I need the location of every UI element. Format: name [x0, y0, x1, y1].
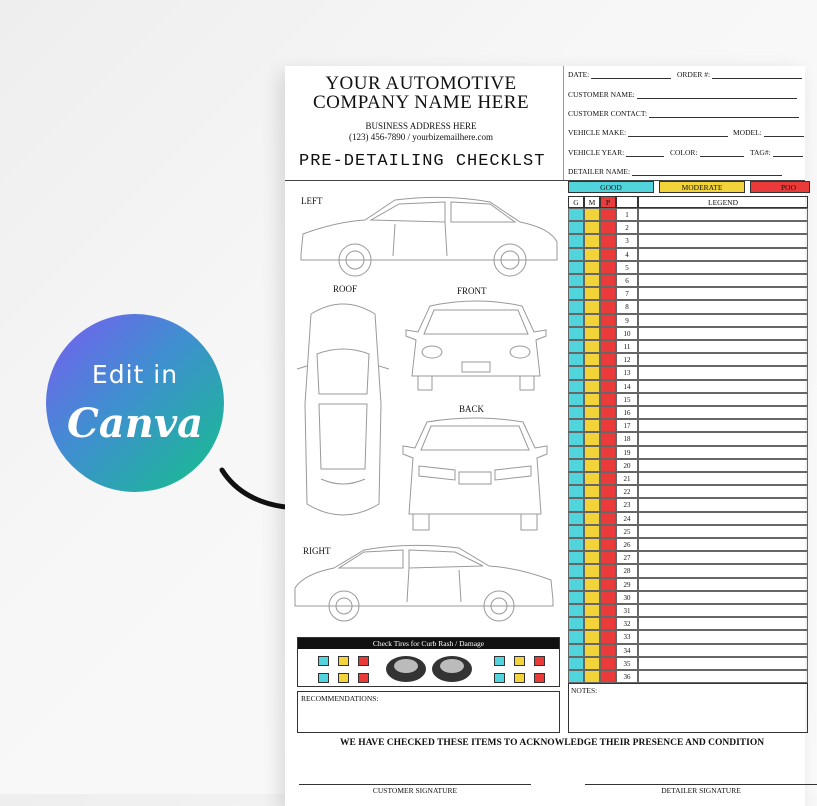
poor-check-cell[interactable]	[600, 538, 616, 551]
moderate-check-cell[interactable]	[584, 630, 600, 643]
col-num-header	[616, 196, 638, 208]
moderate-check-cell[interactable]	[584, 525, 600, 538]
tire-rl-poor-box[interactable]	[358, 673, 369, 683]
poor-check-cell[interactable]	[600, 512, 616, 525]
poor-check-cell[interactable]	[600, 274, 616, 287]
legend-entry-cell[interactable]	[638, 578, 808, 591]
row-number: 1	[616, 208, 638, 221]
poor-check-cell[interactable]	[600, 446, 616, 459]
vehicle-year-label: VEHICLE YEAR:	[568, 148, 625, 157]
good-check-cell[interactable]	[568, 538, 584, 551]
vehicle-make-field[interactable]	[568, 128, 728, 137]
table-row	[568, 208, 808, 221]
car-front-diagram	[400, 296, 552, 396]
table-row	[568, 578, 808, 591]
car-right-side-diagram	[291, 544, 561, 629]
row-number: 36	[616, 670, 638, 683]
legend-entry-cell[interactable]	[638, 314, 808, 327]
moderate-check-cell[interactable]	[584, 208, 600, 221]
legend-entry-cell[interactable]	[638, 393, 808, 406]
good-check-cell[interactable]	[568, 670, 584, 683]
checklist-sheet	[285, 66, 805, 806]
table-row	[568, 525, 808, 538]
row-number: 29	[616, 578, 638, 591]
good-check-cell[interactable]	[568, 498, 584, 511]
legend-entry-cell[interactable]	[638, 274, 808, 287]
row-number: 26	[616, 538, 638, 551]
row-number: 24	[616, 512, 638, 525]
moderate-check-cell[interactable]	[584, 406, 600, 419]
legend-good: GOOD	[568, 181, 654, 193]
tire-rr-good-box[interactable]	[494, 673, 505, 683]
good-check-cell[interactable]	[568, 604, 584, 617]
legend-entry-cell[interactable]	[638, 353, 808, 366]
legend-poor: POO	[750, 181, 810, 193]
legend-entry-cell[interactable]	[638, 657, 808, 670]
poor-check-cell[interactable]	[600, 208, 616, 221]
recommendations-box[interactable]	[297, 691, 560, 733]
table-row	[568, 274, 808, 287]
table-row	[568, 485, 808, 498]
table-row	[568, 234, 808, 247]
tag-label: TAG#:	[750, 148, 771, 157]
poor-check-cell[interactable]	[600, 617, 616, 630]
moderate-check-cell[interactable]	[584, 498, 600, 511]
legend-entry-cell[interactable]	[638, 248, 808, 261]
legend-entry-cell[interactable]	[638, 446, 808, 459]
good-check-cell[interactable]	[568, 578, 584, 591]
good-check-cell[interactable]	[568, 485, 584, 498]
moderate-check-cell[interactable]	[584, 591, 600, 604]
legend-entry-cell[interactable]	[638, 472, 808, 485]
moderate-check-cell[interactable]	[584, 234, 600, 247]
detailer-name-field[interactable]	[568, 167, 782, 176]
moderate-check-cell[interactable]	[584, 419, 600, 432]
table-row	[568, 300, 808, 313]
car-roof-diagram	[293, 294, 393, 528]
row-number: 15	[616, 393, 638, 406]
legend-entry-cell[interactable]	[638, 261, 808, 274]
good-check-cell[interactable]	[568, 314, 584, 327]
good-check-cell[interactable]	[568, 406, 584, 419]
row-number: 22	[616, 485, 638, 498]
col-p-header: P	[600, 196, 616, 208]
poor-check-cell[interactable]	[600, 551, 616, 564]
good-check-cell[interactable]	[568, 591, 584, 604]
row-number: 13	[616, 366, 638, 379]
acknowledgement-text: WE HAVE CHECKED THESE ITEMS TO ACKNOWLEDGE THEIR PRESENCE AND CONDITION	[340, 738, 765, 748]
row-number: 35	[616, 657, 638, 670]
tire-fl-moderate-box[interactable]	[338, 656, 349, 666]
col-m-header: M	[584, 196, 600, 208]
roof-view-label: ROOF	[333, 284, 358, 294]
poor-check-cell[interactable]	[600, 564, 616, 577]
row-number: 8	[616, 300, 638, 313]
legend-entry-cell[interactable]	[638, 525, 808, 538]
moderate-check-cell[interactable]	[584, 353, 600, 366]
row-number: 12	[616, 353, 638, 366]
poor-check-cell[interactable]	[600, 419, 616, 432]
legend-entry-cell[interactable]	[638, 340, 808, 353]
table-row	[568, 248, 808, 261]
row-number: 7	[616, 287, 638, 300]
row-number: 19	[616, 446, 638, 459]
poor-check-cell[interactable]	[600, 314, 616, 327]
order-label: ORDER #:	[677, 70, 711, 79]
good-check-cell[interactable]	[568, 525, 584, 538]
moderate-check-cell[interactable]	[584, 327, 600, 340]
table-row	[568, 419, 808, 432]
poor-check-cell[interactable]	[600, 353, 616, 366]
row-number: 25	[616, 525, 638, 538]
poor-check-cell[interactable]	[600, 406, 616, 419]
legend-entry-cell[interactable]	[638, 380, 808, 393]
badge-line1: Edit in	[91, 360, 179, 389]
table-row	[568, 327, 808, 340]
table-row	[568, 564, 808, 577]
business-contact: (123) 456-7890 / yourbizemailhere.com	[349, 132, 493, 142]
good-check-cell[interactable]	[568, 419, 584, 432]
recommendations-label: RECOMMENDATIONS:	[301, 694, 379, 703]
good-check-cell[interactable]	[568, 327, 584, 340]
row-number: 17	[616, 419, 638, 432]
poor-check-cell[interactable]	[600, 498, 616, 511]
moderate-check-cell[interactable]	[584, 538, 600, 551]
row-number: 18	[616, 432, 638, 445]
tire-fr-good-box[interactable]	[494, 656, 505, 666]
poor-check-cell[interactable]	[600, 234, 616, 247]
table-row	[568, 406, 808, 419]
row-number: 30	[616, 591, 638, 604]
good-check-cell[interactable]	[568, 380, 584, 393]
notes-label: NOTES:	[571, 686, 598, 695]
moderate-check-cell[interactable]	[584, 274, 600, 287]
table-row	[568, 512, 808, 525]
good-check-cell[interactable]	[568, 446, 584, 459]
table-row	[568, 380, 808, 393]
table-row	[568, 261, 808, 274]
good-check-cell[interactable]	[568, 366, 584, 379]
legend-entry-cell[interactable]	[638, 591, 808, 604]
checklist-title: PRE-DETAILING CHECKLST	[299, 152, 546, 171]
poor-check-cell[interactable]	[600, 657, 616, 670]
row-number: 2	[616, 221, 638, 234]
tire-rr-moderate-box[interactable]	[514, 673, 525, 683]
legend-entry-cell[interactable]	[638, 617, 808, 630]
table-row	[568, 498, 808, 511]
poor-check-cell[interactable]	[600, 644, 616, 657]
table-row	[568, 314, 808, 327]
row-number: 32	[616, 617, 638, 630]
moderate-check-cell[interactable]	[584, 380, 600, 393]
good-check-cell[interactable]	[568, 208, 584, 221]
legend-entry-cell[interactable]	[638, 538, 808, 551]
legend-entry-cell[interactable]	[638, 221, 808, 234]
legend-entry-cell[interactable]	[638, 300, 808, 313]
good-check-cell[interactable]	[568, 657, 584, 670]
row-number: 20	[616, 459, 638, 472]
poor-check-cell[interactable]	[600, 670, 616, 683]
legend-entry-cell[interactable]	[638, 644, 808, 657]
customer-name-label: CUSTOMER NAME:	[568, 90, 635, 99]
right-view-label: RIGHT	[303, 546, 331, 556]
poor-check-cell[interactable]	[600, 578, 616, 591]
company-name-line1: YOUR AUTOMOTIVE	[325, 73, 517, 94]
moderate-check-cell[interactable]	[584, 578, 600, 591]
order-field[interactable]	[677, 70, 802, 79]
moderate-check-cell[interactable]	[584, 432, 600, 445]
poor-check-cell[interactable]	[600, 630, 616, 643]
good-check-cell[interactable]	[568, 564, 584, 577]
good-check-cell[interactable]	[568, 287, 584, 300]
moderate-check-cell[interactable]	[584, 472, 600, 485]
poor-check-cell[interactable]	[600, 591, 616, 604]
good-check-cell[interactable]	[568, 512, 584, 525]
moderate-check-cell[interactable]	[584, 644, 600, 657]
row-number: 14	[616, 380, 638, 393]
good-check-cell[interactable]	[568, 234, 584, 247]
moderate-check-cell[interactable]	[584, 248, 600, 261]
poor-check-cell[interactable]	[600, 604, 616, 617]
good-check-cell[interactable]	[568, 248, 584, 261]
legend-entry-cell[interactable]	[638, 670, 808, 683]
company-name-line2: COMPANY NAME HERE	[312, 92, 530, 113]
legend-entry-cell[interactable]	[638, 604, 808, 617]
good-check-cell[interactable]	[568, 459, 584, 472]
table-row	[568, 630, 808, 643]
poor-check-cell[interactable]	[600, 432, 616, 445]
model-field[interactable]	[733, 128, 804, 137]
table-row	[568, 644, 808, 657]
poor-check-cell[interactable]	[600, 459, 616, 472]
table-row	[568, 432, 808, 445]
legend-entry-cell[interactable]	[638, 432, 808, 445]
back-view-label: BACK	[459, 404, 485, 414]
canva-logo: Canva	[67, 400, 203, 447]
moderate-check-cell[interactable]	[584, 366, 600, 379]
legend-entry-cell[interactable]	[638, 327, 808, 340]
table-row	[568, 538, 808, 551]
moderate-check-cell[interactable]	[584, 564, 600, 577]
moderate-check-cell[interactable]	[584, 657, 600, 670]
car-left-side-diagram	[295, 194, 560, 284]
table-row	[568, 604, 808, 617]
moderate-check-cell[interactable]	[584, 459, 600, 472]
tires-icon	[382, 652, 478, 686]
table-row	[568, 287, 808, 300]
table-row	[568, 459, 808, 472]
model-label: MODEL:	[733, 128, 762, 137]
table-row	[568, 340, 808, 353]
legend-entry-cell[interactable]	[638, 208, 808, 221]
company-name	[285, 74, 557, 112]
front-view-label: FRONT	[457, 286, 487, 296]
legend-entry-cell[interactable]	[638, 551, 808, 564]
row-number: 5	[616, 261, 638, 274]
row-number: 28	[616, 564, 638, 577]
legend-entry-cell[interactable]	[638, 459, 808, 472]
row-number: 6	[616, 274, 638, 287]
moderate-check-cell[interactable]	[584, 261, 600, 274]
table-row	[568, 670, 808, 683]
good-check-cell[interactable]	[568, 353, 584, 366]
header-divider	[563, 66, 564, 180]
vehicle-make-label: VEHICLE MAKE:	[568, 128, 627, 137]
row-number: 33	[616, 630, 638, 643]
moderate-check-cell[interactable]	[584, 485, 600, 498]
detailer-name-label: DETAILER NAME:	[568, 167, 631, 176]
business-address: BUSINESS ADDRESS HERE	[365, 121, 477, 131]
poor-check-cell[interactable]	[600, 472, 616, 485]
date-label: DATE:	[568, 70, 590, 79]
row-number: 10	[616, 327, 638, 340]
detailer-signature-line[interactable]: DETAILER SIGNATURE	[585, 784, 817, 795]
poor-check-cell[interactable]	[600, 327, 616, 340]
customer-contact-field[interactable]	[568, 109, 799, 118]
table-row	[568, 446, 808, 459]
tire-fr-poor-box[interactable]	[534, 656, 545, 666]
tire-rr-poor-box[interactable]	[534, 673, 545, 683]
table-row	[568, 393, 808, 406]
row-number: 11	[616, 340, 638, 353]
good-check-cell[interactable]	[568, 644, 584, 657]
car-back-diagram	[397, 414, 552, 536]
legend-entry-cell[interactable]	[638, 512, 808, 525]
poor-check-cell[interactable]	[600, 380, 616, 393]
legend-entry-cell[interactable]	[638, 498, 808, 511]
moderate-check-cell[interactable]	[584, 551, 600, 564]
good-check-cell[interactable]	[568, 393, 584, 406]
col-legend-header: LEGEND	[638, 196, 808, 208]
customer-name-field[interactable]	[568, 90, 797, 99]
row-number: 31	[616, 604, 638, 617]
good-check-cell[interactable]	[568, 340, 584, 353]
legend-moderate: MODERATE	[659, 181, 745, 193]
color-label: COLOR:	[670, 148, 698, 157]
legend-entry-cell[interactable]	[638, 630, 808, 643]
poor-check-cell[interactable]	[600, 525, 616, 538]
good-check-cell[interactable]	[568, 274, 584, 287]
legend-entry-cell[interactable]	[638, 564, 808, 577]
table-row	[568, 353, 808, 366]
poor-check-cell[interactable]	[600, 261, 616, 274]
row-number: 34	[616, 644, 638, 657]
legend-entry-cell[interactable]	[638, 419, 808, 432]
color-field[interactable]	[670, 148, 744, 157]
row-number: 23	[616, 498, 638, 511]
tire-fl-good-box[interactable]	[318, 656, 329, 666]
moderate-check-cell[interactable]	[584, 340, 600, 353]
row-number: 16	[616, 406, 638, 419]
poor-check-cell[interactable]	[600, 366, 616, 379]
good-check-cell[interactable]	[568, 551, 584, 564]
tire-check-box	[297, 637, 560, 687]
moderate-check-cell[interactable]	[584, 446, 600, 459]
legend-entry-cell[interactable]	[638, 366, 808, 379]
tire-rl-moderate-box[interactable]	[338, 673, 349, 683]
poor-check-cell[interactable]	[600, 393, 616, 406]
legend-entry-cell[interactable]	[638, 485, 808, 498]
left-view-label: LEFT	[301, 196, 323, 206]
customer-signature-line[interactable]: CUSTOMER SIGNATURE	[299, 784, 531, 795]
tire-rl-good-box[interactable]	[318, 673, 329, 683]
moderate-check-cell[interactable]	[584, 287, 600, 300]
good-check-cell[interactable]	[568, 617, 584, 630]
moderate-check-cell[interactable]	[584, 300, 600, 313]
table-row	[568, 591, 808, 604]
legend-entry-cell[interactable]	[638, 234, 808, 247]
moderate-check-cell[interactable]	[584, 221, 600, 234]
table-row	[568, 657, 808, 670]
notes-box[interactable]	[568, 683, 808, 733]
customer-contact-label: CUSTOMER CONTACT:	[568, 109, 648, 118]
moderate-check-cell[interactable]	[584, 670, 600, 683]
row-number: 4	[616, 248, 638, 261]
good-check-cell[interactable]	[568, 630, 584, 643]
moderate-check-cell[interactable]	[584, 393, 600, 406]
good-check-cell[interactable]	[568, 300, 584, 313]
table-row	[568, 221, 808, 234]
date-field[interactable]	[568, 70, 671, 79]
col-g-header: G	[568, 196, 584, 208]
moderate-check-cell[interactable]	[584, 617, 600, 630]
tire-check-title: Check Tires for Curb Rash / Damage	[298, 638, 559, 649]
vehicle-year-field[interactable]	[568, 148, 664, 157]
tag-field[interactable]	[750, 148, 803, 157]
moderate-check-cell[interactable]	[584, 604, 600, 617]
table-row	[568, 617, 808, 630]
row-number: 21	[616, 472, 638, 485]
good-check-cell[interactable]	[568, 432, 584, 445]
moderate-check-cell[interactable]	[584, 314, 600, 327]
row-number: 27	[616, 551, 638, 564]
poor-check-cell[interactable]	[600, 340, 616, 353]
poor-check-cell[interactable]	[600, 300, 616, 313]
poor-check-cell[interactable]	[600, 248, 616, 261]
good-check-cell[interactable]	[568, 221, 584, 234]
poor-check-cell[interactable]	[600, 221, 616, 234]
good-check-cell[interactable]	[568, 472, 584, 485]
poor-check-cell[interactable]	[600, 485, 616, 498]
poor-check-cell[interactable]	[600, 287, 616, 300]
tire-fl-poor-box[interactable]	[358, 656, 369, 666]
table-row	[568, 472, 808, 485]
good-check-cell[interactable]	[568, 261, 584, 274]
legend-entry-cell[interactable]	[638, 287, 808, 300]
tire-fr-moderate-box[interactable]	[514, 656, 525, 666]
row-number: 3	[616, 234, 638, 247]
moderate-check-cell[interactable]	[584, 512, 600, 525]
table-row	[568, 551, 808, 564]
legend-entry-cell[interactable]	[638, 406, 808, 419]
table-row	[568, 366, 808, 379]
row-number: 9	[616, 314, 638, 327]
